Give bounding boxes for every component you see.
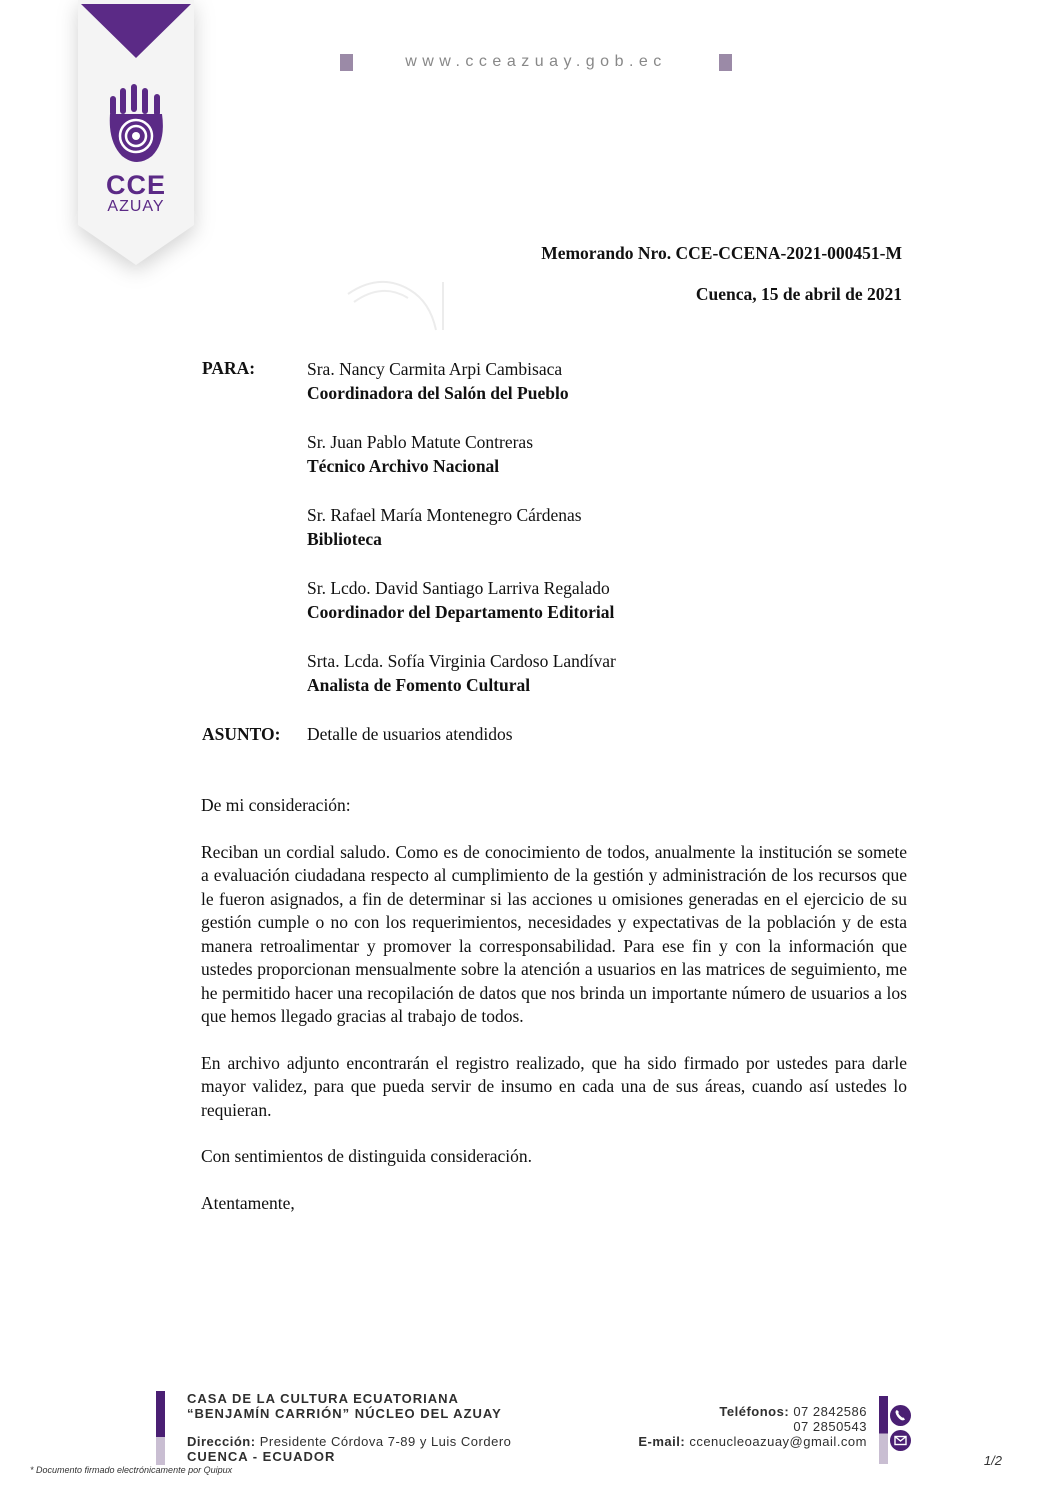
recipient-title: Técnico Archivo Nacional (307, 455, 500, 476)
city: CUENCA - ECUADOR (187, 1449, 336, 1464)
page-number: 1/2 (983, 1453, 1002, 1468)
mail-icon (890, 1430, 911, 1451)
memo-date: Cuenca, 15 de abril de 2021 (695, 284, 902, 304)
asunto-label: ASUNTO: (202, 724, 281, 744)
phone-label: Teléfonos: (719, 1404, 790, 1419)
signed-note: * Documento firmado electrónicamente por Quipux (30, 1465, 233, 1475)
decor-square-left (340, 54, 353, 71)
recipient-item (307, 358, 907, 405)
recipient-item (307, 431, 907, 478)
memo-body (201, 794, 907, 1238)
recipient-name: Sra. Nancy Carmita Arpi Cambisaca (307, 359, 563, 379)
org-name-line2: “BENJAMÍN CARRIÓN” NÚCLEO DEL AZUAY (187, 1406, 502, 1421)
phone-2: 07 2850543 (793, 1419, 867, 1434)
memo-number: Memorando Nro. CCE-CCENA-2021-000451-M (541, 243, 902, 263)
recipient-title: Analista de Fomento Cultural (307, 674, 531, 695)
website-header (340, 50, 732, 74)
address-value: Presidente Córdova 7-89 y Luis Cordero (259, 1434, 512, 1449)
signoff: Atentamente, (201, 1192, 295, 1213)
asunto-value: Detalle de usuarios atendidos (307, 724, 513, 744)
org-name-line1: CASA DE LA CULTURA ECUATORIANA (187, 1391, 459, 1406)
email-label: E-mail: (638, 1434, 686, 1449)
recipient-item (307, 577, 907, 624)
email-address[interactable]: ccenucleoazuay@gmail.com (689, 1434, 867, 1449)
watermark-swirl-icon (340, 272, 450, 337)
phone-1: 07 2842586 (793, 1404, 867, 1419)
recipient-name: Sr. Juan Pablo Matute Contreras (307, 432, 534, 452)
website-url[interactable]: www.cceazuay.gob.ec (405, 53, 667, 70)
footer-organization (187, 1391, 511, 1464)
logo-primary-text: CCE (105, 170, 166, 200)
closing: Con sentimientos de distinguida consideración. (201, 1146, 532, 1166)
recipient-name: Sr. Lcdo. David Santiago Larriva Regalado (307, 578, 610, 598)
recipient-title: Coordinadora del Salón del Pueblo (307, 382, 569, 403)
logo-secondary-text: AZUAY (107, 198, 165, 215)
recipient-item (307, 650, 907, 697)
recipient-item (307, 504, 907, 551)
recipient-title: Biblioteca (307, 528, 382, 549)
footer-divider-right (879, 1396, 888, 1464)
decor-square-right (719, 54, 732, 71)
phone-icon (890, 1405, 911, 1426)
address (187, 1434, 511, 1449)
footer-contact (638, 1404, 867, 1449)
recipient-title: Coordinador del Departamento Editorial (307, 601, 615, 622)
para-label: PARA: (202, 358, 256, 378)
greeting: De mi consideración: (201, 795, 351, 815)
body-paragraph-1: Reciban un cordial saludo. Como es de conocimiento de todos, anualmente la institución se somete a evaluación ciudadana respecto al cumplimiento de la gestión y administración de los recursos que le fueron asignados, a fin de determinar si las acciones u omisiones generadas en el ejercicio de su gestión cumple o no con los requerimientos, necesidades y expectativas de la población y de esta manera retroalimentar y promover la corresponsabilidad. Para ese fin y con la información que ustedes proporcionan mensualmente sobre la atención a usuarios en las matrices de seguimiento, me he permitido hacer una recopilación de datos que nos brinda un importante número de usuarios a los que hemos llegado gracias al trabajo de todos. (201, 841, 907, 1026)
logo-hand-icon (104, 84, 170, 168)
body-paragraph-2: En archivo adjunto encontrarán el registro realizado, que ha sido firmado por ustedes para darle mayor validez, para que pueda servir de insumo en cada una de sus áreas, cuando así ustedes lo requieran. (201, 1052, 907, 1120)
address-label: Dirección: (187, 1434, 256, 1449)
recipient-name: Srta. Lcda. Sofía Virginia Cardoso Landívar (307, 651, 616, 671)
footer-divider-left (156, 1391, 165, 1465)
recipient-name: Sr. Rafael María Montenegro Cárdenas (307, 505, 582, 525)
recipient-list (307, 358, 907, 723)
